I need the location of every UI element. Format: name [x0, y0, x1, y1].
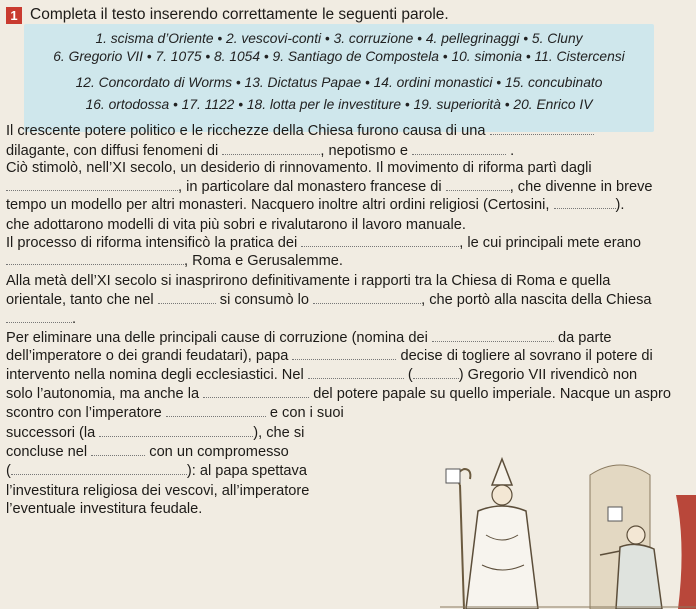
word-bank-line: 16. ortodossa • 17. 1122 • 18. lotta per le investiture • 19. superiorità • 20. Enrico IV — [85, 97, 593, 112]
investiture-illustration — [440, 455, 696, 609]
blank-field[interactable] — [158, 291, 216, 304]
exercise-number-badge: 1 — [6, 7, 22, 24]
word-bank — [24, 24, 654, 132]
text-line: Ciò stimolò, nell’XI secolo, un desiderio di rinnovamento. Il movimento di riforma partì dagli — [6, 160, 592, 176]
text-line: successori (la ), che si — [6, 425, 305, 441]
word-bank-line: 12. Concordato di Worms • 13. Dictatus Papae • 14. ordini monastici • 15. concubinato — [75, 75, 603, 90]
text-line: tempo un modello per altri monasteri. Nacquero inoltre altri ordini religiosi (Certosini, ). — [6, 197, 625, 213]
exercise-header — [6, 6, 449, 24]
exercise-instructions: Completa il testo inserendo correttamente le seguenti parole. — [30, 6, 449, 23]
text-line: dilagante, con diffusi fenomeni di , nepotismo e . — [6, 143, 515, 159]
text-line: scontro con l’imperatore e con i suoi — [6, 405, 344, 421]
blank-field[interactable] — [222, 142, 320, 155]
text-line: ( ): al papa spettava — [6, 463, 307, 479]
text-line: Per eliminare una delle principali cause di corruzione (nomina dei da parte — [6, 330, 612, 346]
blank-field[interactable] — [490, 122, 594, 135]
blank-field[interactable] — [554, 196, 616, 209]
text-line: Alla metà dell’XI secolo si inasprirono definitivamente i rapporti tra la Chiesa di Roma e quella — [6, 273, 611, 289]
label-box[interactable] — [608, 507, 622, 521]
text-line: Il processo di riforma intensificò la pratica dei , le cui principali mete erano — [6, 235, 641, 251]
text-line: orientale, tanto che nel si consumò lo , che portò alla nascita della Chiesa — [6, 292, 652, 308]
text-line: concluse nel con un compromesso — [6, 444, 289, 460]
blank-field[interactable] — [313, 291, 421, 304]
text-line: Il crescente potere politico e le ricchezze della Chiesa furono causa di una — [6, 122, 692, 140]
blank-field[interactable] — [11, 462, 187, 475]
text-line: intervento nella nomina degli ecclesiastici. Nel ( ) Gregorio VII rivendicò non — [6, 367, 638, 383]
blank-field[interactable] — [413, 366, 459, 379]
text-line: , in particolare dal monastero francese di , che divenne in breve — [6, 178, 692, 196]
blank-field[interactable] — [91, 443, 145, 456]
blank-field[interactable] — [446, 178, 510, 191]
label-box[interactable] — [446, 469, 460, 483]
blank-field[interactable] — [308, 366, 404, 379]
blank-field[interactable] — [203, 385, 309, 398]
blank-field[interactable] — [432, 329, 554, 342]
text-line: . — [6, 310, 692, 328]
blank-field[interactable] — [99, 424, 253, 437]
text-line: dell’imperatore o dei grandi feudatari), papa decise di togliere al sovrano il potere di — [6, 348, 653, 364]
blank-field[interactable] — [412, 142, 506, 155]
blank-field[interactable] — [301, 234, 459, 247]
text-line: l’eventuale investitura feudale. — [6, 501, 203, 517]
text-line: solo l’autonomia, ma anche la del potere papale su quello imperiale. Nacque un aspro — [6, 386, 671, 402]
word-bank-line: 1. scisma d’Oriente • 2. vescovi-conti • 3. corruzione • 4. pellegrinaggi • 5. Cluny — [95, 31, 583, 46]
blank-field[interactable] — [6, 310, 72, 323]
word-bank-line: 6. Gregorio VII • 7. 1075 • 8. 1054 • 9. Santiago de Compostela • 10. simonia • 11. Cistercensi — [53, 49, 625, 64]
text-line: l’investitura religiosa dei vescovi, all’imperatore — [6, 483, 310, 499]
blank-field[interactable] — [166, 404, 266, 417]
blank-field[interactable] — [6, 252, 184, 265]
text-line: che adottarono modelli di vita più sobri e rivalutarono il lavoro manuale. — [6, 217, 466, 233]
blank-field[interactable] — [6, 178, 178, 191]
blank-field[interactable] — [292, 347, 396, 360]
text-line: , Roma e Gerusalemme. — [6, 252, 692, 270]
